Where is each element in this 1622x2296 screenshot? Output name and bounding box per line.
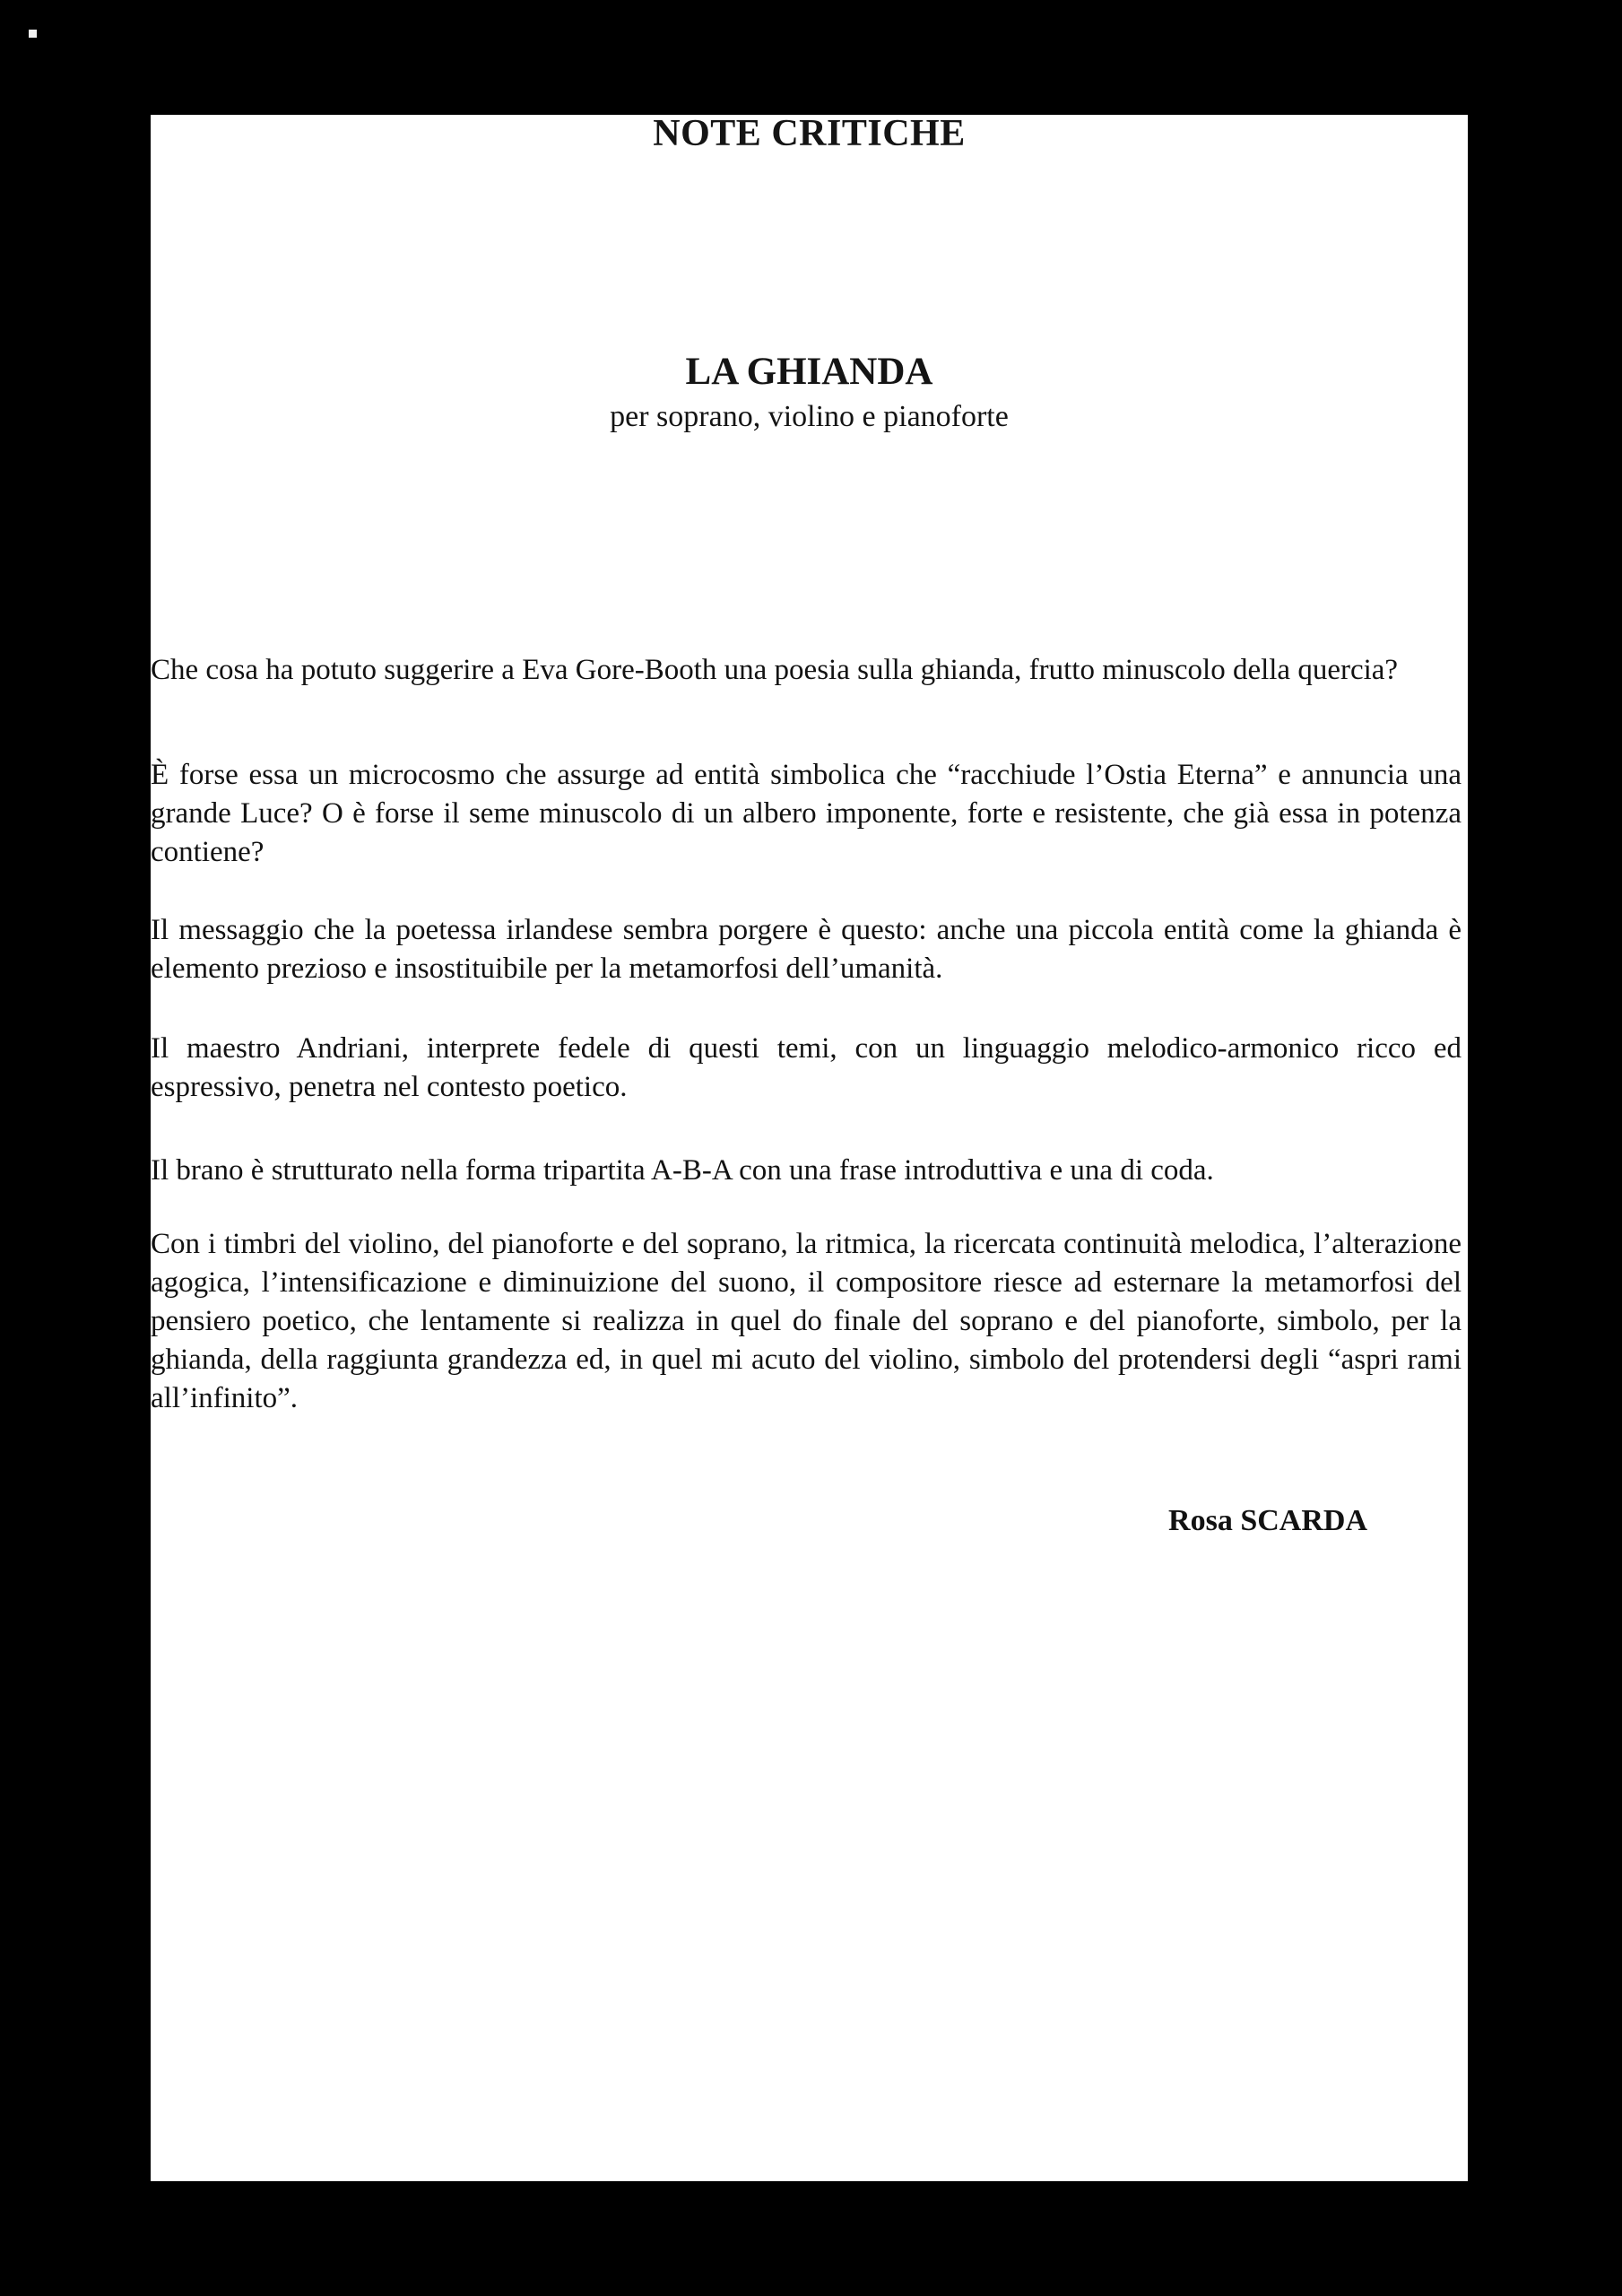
paragraph: Il maestro Andriani, interprete fedele di questi temi, con un linguaggio melodico-armonico ricco ed espressivo, penetra nel contesto poetico.: [151, 1032, 1462, 1103]
work-subtitle: per soprano, violino e pianoforte: [610, 400, 1009, 433]
paragraph: Con i timbri del violino, del pianoforte e del soprano, la ritmica, la ricercata continuità melodica, l’alterazione agogica, l’intensificazione e diminuizione del suono, il compositore riesce ad esternare la metamorfosi del pensiero poetico, che lentamente si realizza in quel do finale del soprano e del pianoforte, simbolo, per la ghianda, della raggiunta grandezza ed, in quel mi acuto del violino, simbolo del protendersi degli “aspri rami all’infinito”.: [151, 1228, 1462, 1414]
paragraph: Il messaggio che la poetessa irlandese sembra porgere è questo: anche una piccola entità come la ghianda è elemento prezioso e insostituibile per la metamorfosi dell’umanità.: [151, 914, 1462, 985]
paragraph: Che cosa ha potuto suggerire a Eva Gore-Booth una poesia sulla ghianda, frutto minuscolo della quercia?: [151, 654, 1399, 686]
document-page: [151, 115, 1468, 2181]
scan-artifact-dot: [29, 30, 37, 38]
paragraph: È forse essa un microcosmo che assurge ad entità simbolica che “racchiude l’Ostia Eterna” e annuncia una grande Luce? O è forse il seme minuscolo di un albero imponente, forte e resistente, che già essa in potenza contiene?: [151, 759, 1462, 868]
signature: Rosa SCARDA: [1168, 1504, 1367, 1537]
paragraph: Il brano è strutturato nella forma tripartita A-B-A con una frase introduttiva e una di coda.: [151, 1154, 1214, 1187]
page-header-title: NOTE CRITICHE: [653, 113, 966, 154]
work-title: LA GHIANDA: [685, 351, 933, 393]
